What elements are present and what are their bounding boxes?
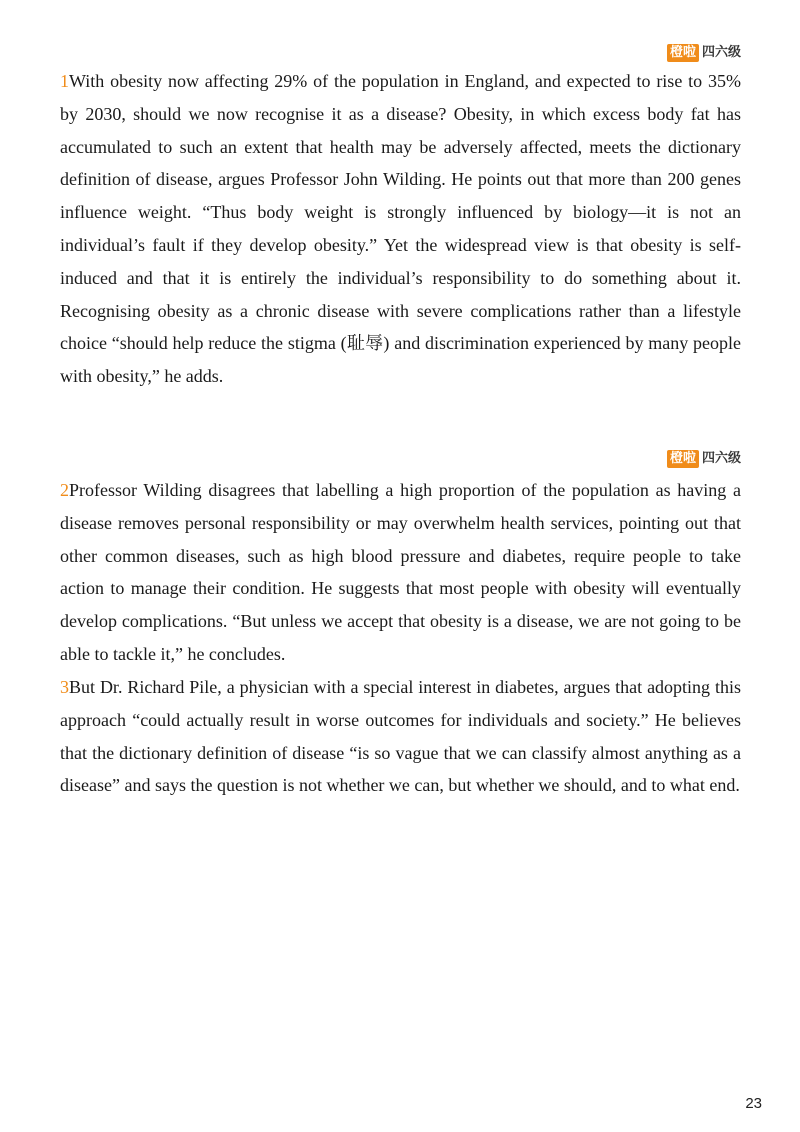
paragraph-1 (60, 65, 741, 393)
brand-badge: 橙啦 (667, 450, 699, 468)
brand-label: 四六级 (701, 451, 741, 466)
brand-badge: 橙啦 (667, 44, 699, 62)
paragraph-3 (60, 671, 741, 802)
brand-header (667, 450, 741, 468)
paragraph-number: 1 (60, 71, 69, 91)
brand-header (667, 44, 741, 62)
paragraph-number: 3 (60, 677, 69, 697)
paragraph-text: Professor Wilding disagrees that labelling a high proportion of the population as having a disease removes personal responsibility or may overwhelm health services, pointing out that other common diseases, such as high blood pressure and diabetes, require people to take action to manage their condition. He suggests that most people with obesity will eventually develop complications. “But unless we accept that obesity is a disease, we are not going to be able to tackle it,” he concludes. (60, 480, 741, 664)
paragraph-text: But Dr. Richard Pile, a physician with a special interest in diabetes, argues that adopting this approach “could actually result in worse outcomes for individuals and society.” He believes that the dictionary definition of disease “is so vague that we can classify almost anything as a disease” and says the question is not whether we can, but whether we should, and to what end. (60, 677, 741, 796)
paragraph-number: 2 (60, 480, 69, 500)
paragraph-2 (60, 474, 741, 671)
page-number: 23 (745, 1095, 762, 1112)
brand-label: 四六级 (701, 45, 741, 60)
paragraph-text: With obesity now affecting 29% of the population in England, and expected to rise to 35% by 2030, should we now recognise it as a disease? Obesity, in which excess body fat has accumulated to such an extent that health may be adversely affected, meets the dictionary definition of disease, argues Professor John Wilding. He points out that more than 200 genes influence weight. “Thus body weight is strongly influenced by biology—it is not an individual’s fault if they develop obesity.” Yet the widespread view is that obesity is self-induced and that it is entirely the individual’s responsibility to do something about it. Recognising obesity as a chronic disease with severe complications rather than a lifestyle choice “should help reduce the stigma (耻辱) and discrimination experienced by many people with obesity,” he adds. (60, 71, 741, 387)
